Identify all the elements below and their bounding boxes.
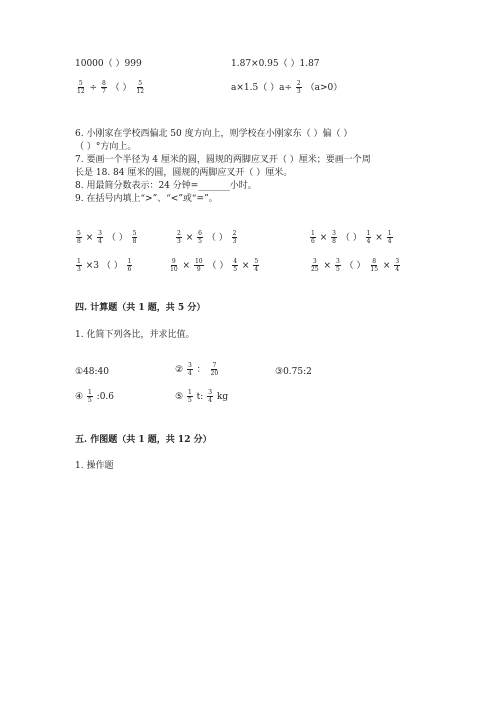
section-5-question-1: 1. 操作题 (75, 461, 114, 471)
question-9: 9. 在括号内填上“>”、“<”或“=”。 (75, 194, 218, 204)
compare-row1-left: 10000（ ）999 (75, 59, 142, 69)
question-6-line1: 6. 小刚家在学校西偏北 50 度方向上，则学校在小刚家东（ ）偏（ ） (75, 129, 353, 139)
ratio-item-1: ①48:40 (75, 367, 110, 377)
ratio-item-5: ⑤ $\frac{1}{5}$ t: $\frac{3}{4}$ kg (175, 389, 229, 404)
question-7-line1: 7. 要画一个半径为 4 厘米的圆，圆规的两脚应叉开（ ）厘米；要画一个周 (75, 155, 371, 165)
q9-row2-col2: $\frac{9}{10}$ × $\frac{10}{9}$ （ ） $\frac{4}{5}$ × $\frac{5}{4}$ (170, 258, 259, 273)
q9-row1-col2: $\frac{2}{3}$ × $\frac{6}{5}$ （ ） $\frac{2}{3}$ (177, 230, 237, 245)
compare-row2-left: $\frac{5}{12}$ ÷ $\frac{8}{7}$ （ ） $\frac{5}{12}$ (77, 80, 145, 95)
fraction: $\frac{5}{12}$ (136, 80, 145, 95)
section-4-question-1: 1. 化简下列各比，并求比值。 (75, 330, 195, 340)
fraction: $\frac{5}{12}$ (77, 80, 85, 95)
fraction: $\frac{8}{7}$ (101, 80, 106, 95)
ratio-item-3: ③0.75:2 (275, 367, 312, 377)
ratio-item-2: ② $\frac{3}{4}$ ： $\frac{7}{20}$ (175, 362, 219, 377)
q9-row2-col1: $\frac{1}{3}$ ×3 （ ） $\frac{1}{6}$ (77, 258, 132, 273)
question-7-line2: 长是 18. 84 厘米的圆，圆规的两脚应叉开（ ）厘米。 (75, 168, 293, 178)
fraction: $\frac{2}{3}$ (296, 80, 301, 95)
ratio-item-4: ④ $\frac{1}{5}$ :0.6 (75, 389, 115, 404)
q9-row1-col3: $\frac{1}{6}$ × $\frac{3}{8}$ （ ） $\frac{1}{4}$ × $\frac{1}{4}$ (311, 230, 392, 245)
question-8: 8. 用最简分数表示：24 分钟=_______小时。 (75, 181, 257, 191)
section-5-heading: 五. 作图题（共 1 题，共 12 分） (75, 435, 212, 445)
q9-row2-col3: $\frac{3}{25}$ × $\frac{3}{5}$ （ ） $\frac{8}{15}$ × $\frac{3}{4}$ (311, 258, 400, 273)
q9-row1-col1: $\frac{5}{8}$ × $\frac{3}{4}$ （ ） $\frac{5}{8}$ (77, 230, 137, 245)
compare-row2-right: a×1.5（ ）a÷ $\frac{2}{3}$ （a>0） (231, 80, 343, 95)
compare-row1-right: 1.87×0.95（ ）1.87 (231, 59, 320, 69)
section-4-heading: 四. 计算题（共 1 题，共 5 分） (75, 303, 206, 313)
question-6-line2: （ ）°方向上。 (75, 142, 137, 152)
